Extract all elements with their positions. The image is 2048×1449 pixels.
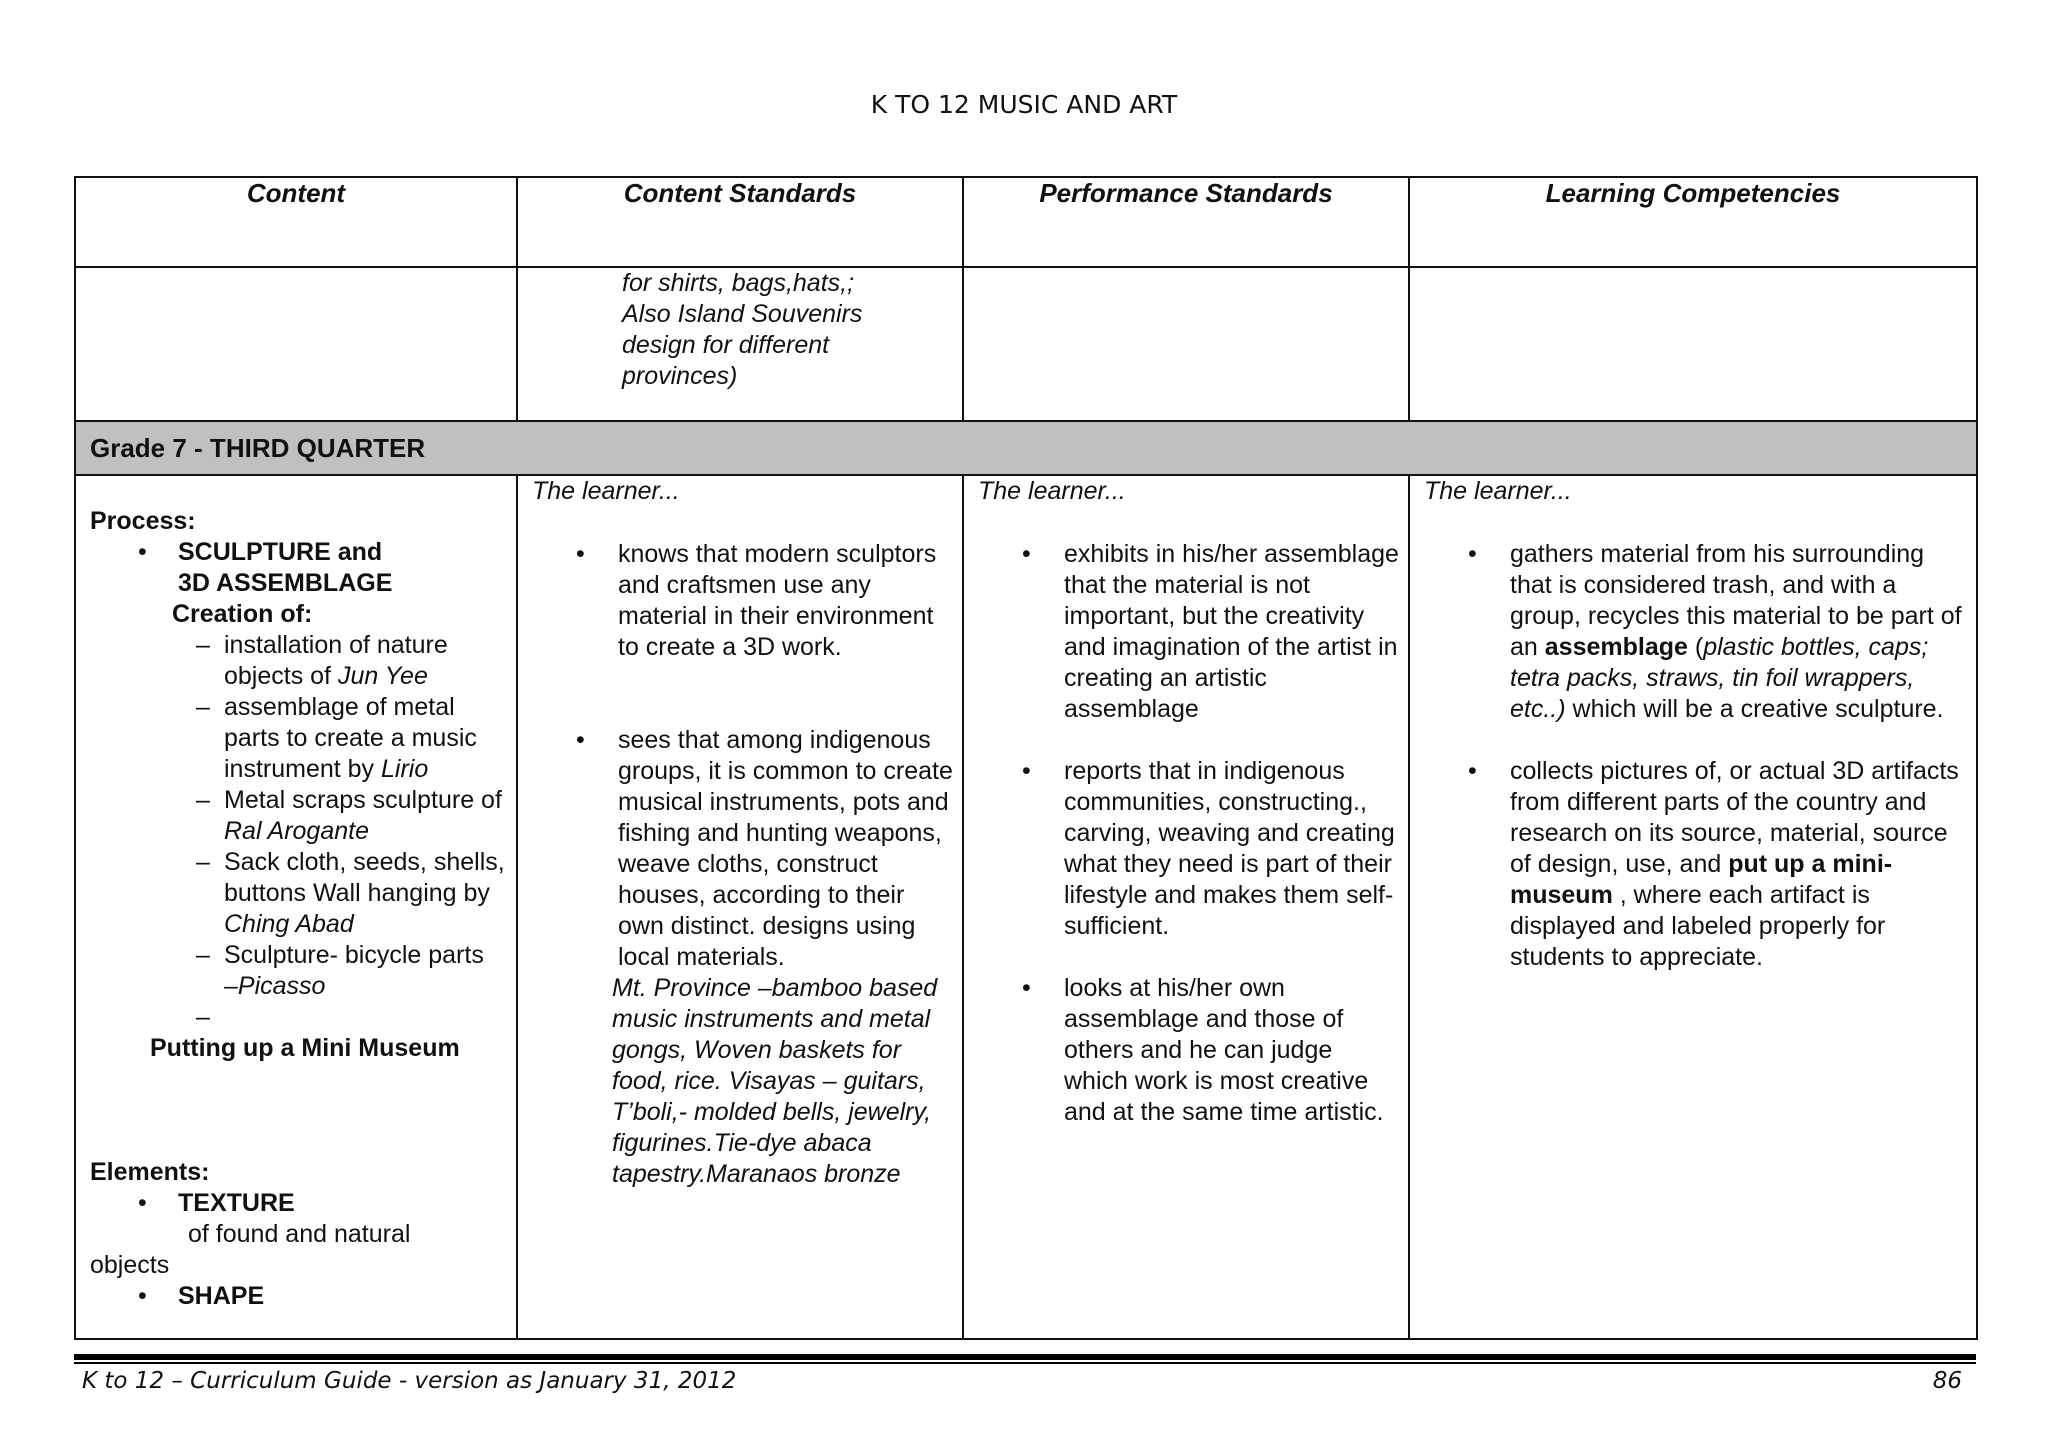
list-item: – assemblage of metal parts to create a music instrument by Lirio [196, 693, 477, 783]
table-row [75, 475, 1977, 1339]
dash-icon: – [196, 1003, 210, 1031]
column-header: Content [75, 177, 517, 267]
dash-icon: – [196, 848, 210, 876]
list-item [90, 537, 510, 599]
creation-of-label: Creation of: [172, 600, 313, 628]
text-line: design for different [622, 331, 830, 359]
list-item [90, 1281, 510, 1312]
list-item: • reports that in indigenous communities, constructing., carving, weaving and creating what they need is part of their lifestyle and makes them self-sufficient. [1022, 757, 1395, 940]
text-line: Also Island Souvenirs [622, 300, 863, 328]
text-line: provinces) [622, 362, 738, 390]
texture-label: TEXTURE [178, 1189, 295, 1217]
list-item [90, 1002, 510, 1033]
continued-text [518, 268, 962, 392]
list-item: • sees that among indigenous groups, it is common to create musical instruments, pots and fishing and hunting weapons, weave cloths, construct houses, according to their own distinct. designs using local materials. [576, 726, 953, 971]
bullet-icon: • [1022, 757, 1031, 785]
regional-examples: Mt. Province –bamboo based music instruments and metal gongs, Woven baskets for food, rice. Visayas – guitars, T’boli,- molded bells, jewelry, figurines.Tie-dye abaca tapestry.Maranaos bronze [612, 974, 938, 1188]
bullet-icon: • [138, 538, 147, 566]
bullet-icon: • [1468, 757, 1477, 785]
texture-desc: of found and natural [188, 1220, 411, 1248]
bullet-icon: • [1022, 974, 1031, 1002]
sculpture-label: SCULPTURE and [178, 538, 383, 566]
quarter-label: Grade 7 - THIRD QUARTER [75, 421, 1977, 475]
footer-rule [74, 1354, 1976, 1360]
table-row [75, 267, 1977, 421]
text-line: for shirts, bags,hats,; [622, 269, 855, 297]
dash-icon: – [196, 693, 210, 721]
list-item: • gathers material from his surrounding that is considered trash, and with a group, recycles this material to be part of an assemblage (plastic bottles, caps; tetra packs, straws, tin foil wrappers, etc..) which will be a creative sculpture. [1468, 540, 1962, 723]
list-item: – installation of nature objects of Jun Yee [196, 631, 448, 690]
learning-competencies-cell [1409, 475, 1977, 1339]
column-header: Performance Standards [963, 177, 1409, 267]
process-label: Process: [90, 507, 196, 535]
bullet-icon: • [576, 726, 585, 754]
bullet-icon: • [1468, 540, 1477, 568]
bullet-icon: • [1022, 540, 1031, 568]
table-cell [75, 267, 517, 421]
performance-standards-cell [963, 475, 1409, 1339]
list-item: • knows that modern sculptors and craftsmen use any material in their environment to create a 3D work. [576, 540, 937, 661]
bullet-icon: • [576, 540, 585, 568]
list-item: • looks at his/her own assemblage and those of others and he can judge which work is most creative and at the same time artistic. [1022, 974, 1384, 1126]
list-item: – Metal scraps sculpture of Ral Arogante [196, 786, 579, 845]
list-item: • collects pictures of, or actual 3D artifacts from different parts of the country and research on its source, material, source of design, use, and put up a mini- museum , where each artifact is displayed and labeled properly for students to appreciate. [1468, 757, 1959, 971]
dash-icon: – [196, 786, 210, 814]
content-standards-cell [517, 475, 963, 1339]
dash-icon: – [196, 941, 210, 969]
content-cell [75, 475, 579, 1339]
footer-version: K to 12 – Curriculum Guide - version as January 31, 2012 [82, 1368, 737, 1394]
curriculum-table [74, 176, 1978, 1340]
learner-label: The learner... [532, 477, 680, 505]
page-number: 86 [1932, 1368, 1962, 1394]
learner-label: The learner... [1424, 477, 1572, 505]
table-cell [517, 267, 963, 421]
list-item: – Sack cloth, seeds, shells, buttons Wall hanging by Ching Abad [196, 848, 505, 938]
list-item [90, 1188, 510, 1219]
list-item: • exhibits in his/her assemblage that the material is not important, but the creativity and imagination of the artist in creating an artistic assemblage [1022, 540, 1399, 723]
table-header-row [75, 177, 1977, 267]
list-item: – Sculpture- bicycle parts –Picasso [196, 941, 484, 1000]
dash-icon: – [196, 631, 210, 659]
column-header: Learning Competencies [1409, 177, 1977, 267]
texture-desc-2: objects [90, 1251, 170, 1279]
column-header: Content Standards [517, 177, 963, 267]
quarter-row [75, 421, 1977, 475]
footer-rule [74, 1362, 1976, 1364]
bullet-icon: • [138, 1189, 147, 1217]
mini-museum-label: Putting up a Mini Museum [150, 1034, 460, 1062]
page-title: K TO 12 MUSIC AND ART [870, 90, 1178, 119]
learner-label: The learner... [978, 477, 1126, 505]
table-cell [1409, 267, 1977, 421]
elements-label: Elements: [90, 1158, 210, 1186]
bullet-icon: • [138, 1282, 147, 1310]
assemblage-label: 3D ASSEMBLAGE [178, 569, 393, 597]
table-cell [963, 267, 1409, 421]
shape-label: SHAPE [178, 1282, 265, 1310]
